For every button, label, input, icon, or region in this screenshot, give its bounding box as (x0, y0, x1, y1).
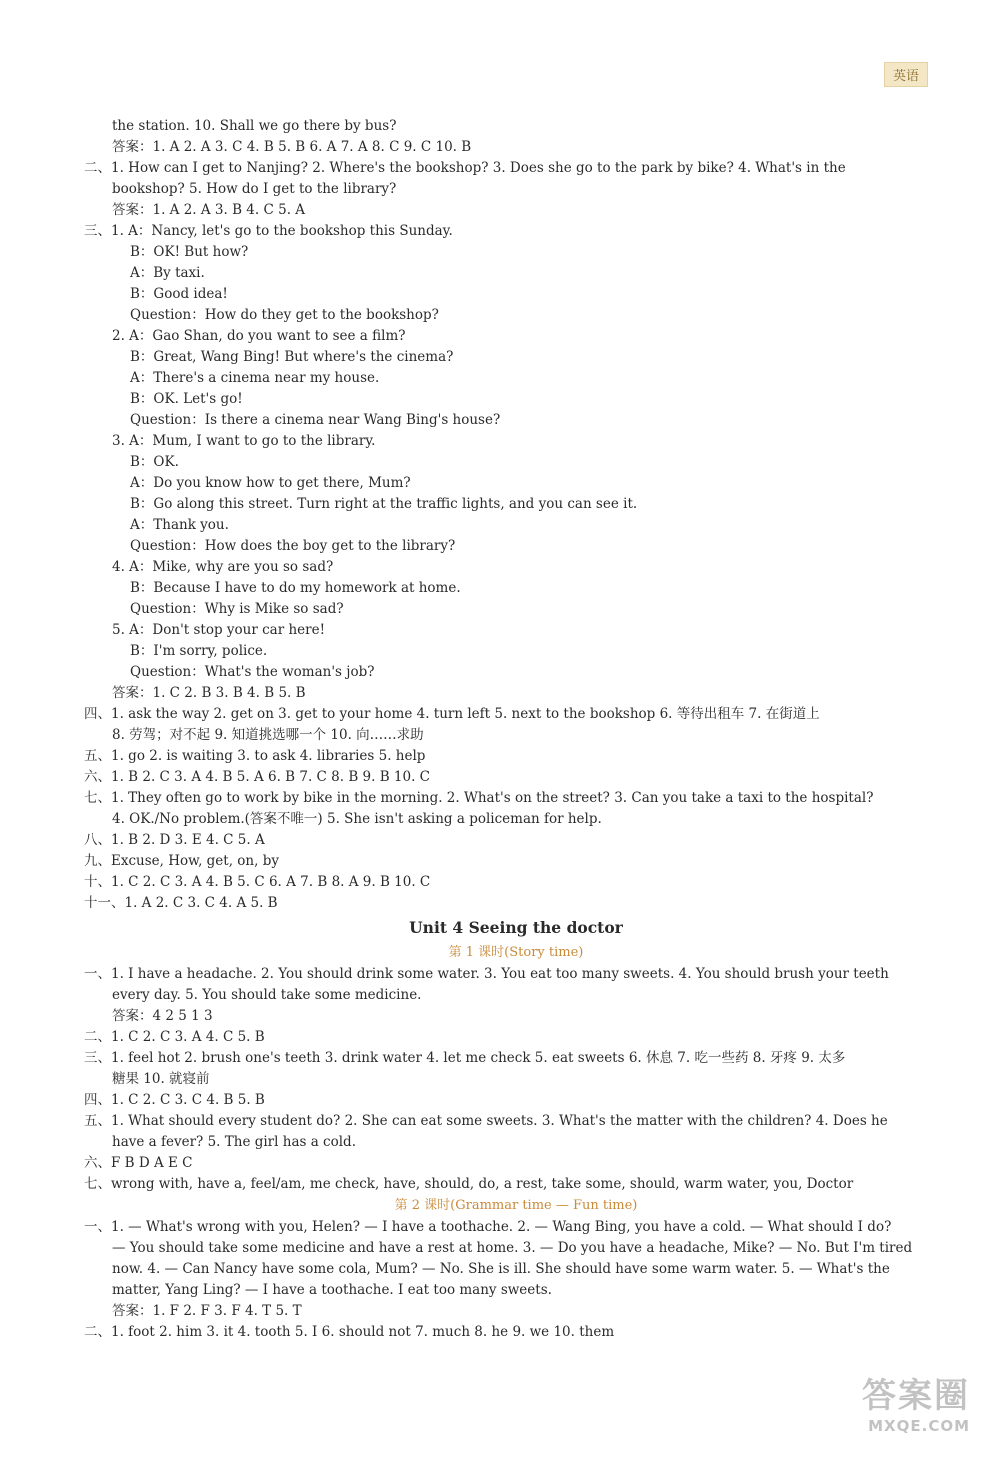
text-line: the station. 10. Shall we go there by bus? (112, 118, 397, 134)
text-line: 六、F B D A E C (84, 1155, 193, 1171)
text-line: every day. 5. You should take some medicine. (112, 987, 422, 1003)
text-line: 答案：4 2 5 1 3 (112, 1008, 213, 1024)
text-line: 8. 劳驾；对不起 9. 知道挑选哪一个 10. 向……求助 (112, 727, 424, 743)
lesson2-title: 第 2 课时(Grammar time — Fun time) (394, 1198, 638, 1213)
text-line: 六、1. B 2. C 3. A 4. B 5. A 6. B 7. C 8. B 9. B 10. C (84, 769, 431, 785)
text-line: 五、1. go 2. is waiting 3. to ask 4. libraries 5. help (84, 748, 426, 764)
text-line: B：I'm sorry, police. (130, 643, 268, 659)
text-line: 答案：1. C 2. B 3. B 4. B 5. B (112, 685, 306, 701)
text-line: 一、1. I have a headache. 2. You should drink some water. 3. You eat too many sweets. 4. You should brush your teeth (84, 966, 889, 982)
text-line: A：By taxi. (130, 265, 205, 281)
text-line: B：Because I have to do my homework at home. (130, 580, 461, 596)
text-line: 4. OK./No problem.(答案不唯一) 5. She isn't asking a policeman for help. (112, 811, 602, 827)
text-line: matter, Yang Ling? — I have a toothache. I eat too many sweets. (112, 1282, 552, 1298)
text-line: B：OK. (130, 454, 179, 470)
text-line: bookshop? 5. How do I get to the library? (112, 181, 397, 197)
text-line: 2. A：Gao Shan, do you want to see a film? (112, 328, 406, 344)
text-line: B：OK. Let's go! (130, 391, 243, 407)
text-line: 七、wrong with, have a, feel/am, me check, have, should, do, a rest, take some, should, warm water, you, Doctor (84, 1176, 854, 1192)
text-line: 糖果 10. 就寝前 (112, 1071, 210, 1087)
text-line: 答案：1. F 2. F 3. F 4. T 5. T (112, 1303, 302, 1319)
answer-page (84, 116, 920, 1343)
text-line: 八、1. B 2. D 3. E 4. C 5. A (84, 832, 265, 848)
text-line: 三、1. A：Nancy, let's go to the bookshop this Sunday. (84, 223, 453, 239)
text-line: Question：How do they get to the bookshop? (130, 307, 439, 323)
text-line: Question：What's the woman's job? (130, 664, 375, 680)
text-line: A：Do you know how to get there, Mum? (130, 475, 411, 491)
text-line: 九、Excuse, How, get, on, by (84, 853, 279, 869)
text-line: 十、1. C 2. C 3. A 4. B 5. C 6. A 7. B 8. A 9. B 10. C (84, 874, 431, 890)
text-line: 四、1. ask the way 2. get on 3. get to your home 4. turn left 5. next to the bookshop 6. 等待出租车 7. 在街道上 (84, 706, 820, 722)
text-line: 二、1. C 2. C 3. A 4. C 5. B (84, 1029, 265, 1045)
lesson1-title: 第 1 课时(Story time) (448, 945, 584, 960)
unit3-answers (84, 116, 920, 914)
text-line: 二、1. How can I get to Nanjing? 2. Where's the bookshop? 3. Does she go to the park by bike? 4. What's in the (84, 160, 846, 176)
text-line: 四、1. C 2. C 3. C 4. B 5. B (84, 1092, 265, 1108)
text-line: 十一、1. A 2. C 3. C 4. A 5. B (84, 895, 278, 911)
text-line: A：There's a cinema near my house. (130, 370, 380, 386)
text-line: B：OK! But how? (130, 244, 249, 260)
text-line: 三、1. feel hot 2. brush one's teeth 3. drink water 4. let me check 5. eat sweets 6. 休息 7. 吃一些药 8. 牙疼 9. 太多 (84, 1050, 846, 1066)
text-line: Question：Why is Mike so sad? (130, 601, 344, 617)
text-line: 4. A：Mike, why are you so sad? (112, 559, 334, 575)
text-line: 二、1. foot 2. him 3. it 4. tooth 5. I 6. should not 7. much 8. he 9. we 10. them (84, 1324, 615, 1340)
lesson1-answers (84, 964, 920, 1195)
text-line: 五、1. What should every student do? 2. She can eat some sweets. 3. What's the matter with the children? 4. Does he (84, 1113, 888, 1129)
text-line: A：Thank you. (130, 517, 229, 533)
subject-tag: 英语 (884, 62, 928, 87)
text-line: B：Go along this street. Turn right at the traffic lights, and you can see it. (130, 496, 638, 512)
text-line: B：Good idea! (130, 286, 228, 302)
lesson2-answers (84, 1217, 920, 1343)
text-line: — You should take some medicine and have a rest at home. 3. — Do you have a headache, Mike? — No. But I'm tired (112, 1240, 913, 1256)
text-line: 七、1. They often go to work by bike in the morning. 2. What's on the street? 3. Can you take a taxi to the hospital? (84, 790, 874, 806)
text-line: 一、1. — What's wrong with you, Helen? — I have a toothache. 2. — Wang Bing, you have a cold. — What should I do? (84, 1219, 892, 1235)
unit-title: Unit 4 Seeing the doctor (409, 918, 623, 937)
text-line: 答案：1. A 2. A 3. B 4. C 5. A (112, 202, 306, 218)
text-line: 3. A：Mum, I want to go to the library. (112, 433, 376, 449)
text-line: 答案：1. A 2. A 3. C 4. B 5. B 6. A 7. A 8. C 9. C 10. B (112, 139, 472, 155)
text-line: 5. A：Don't stop your car here! (112, 622, 326, 638)
watermark-logo: 答案圈 MXQE.COM (862, 1376, 970, 1435)
text-line: now. 4. — Can Nancy have some cola, Mum? — No. She is ill. She should have some warm water. 5. — What's the (112, 1261, 890, 1277)
text-line: have a fever? 5. The girl has a cold. (112, 1134, 356, 1150)
text-line: Question：Is there a cinema near Wang Bing's house? (130, 412, 501, 428)
text-line: Question：How does the boy get to the library? (130, 538, 456, 554)
text-line: B：Great, Wang Bing! But where's the cinema? (130, 349, 454, 365)
